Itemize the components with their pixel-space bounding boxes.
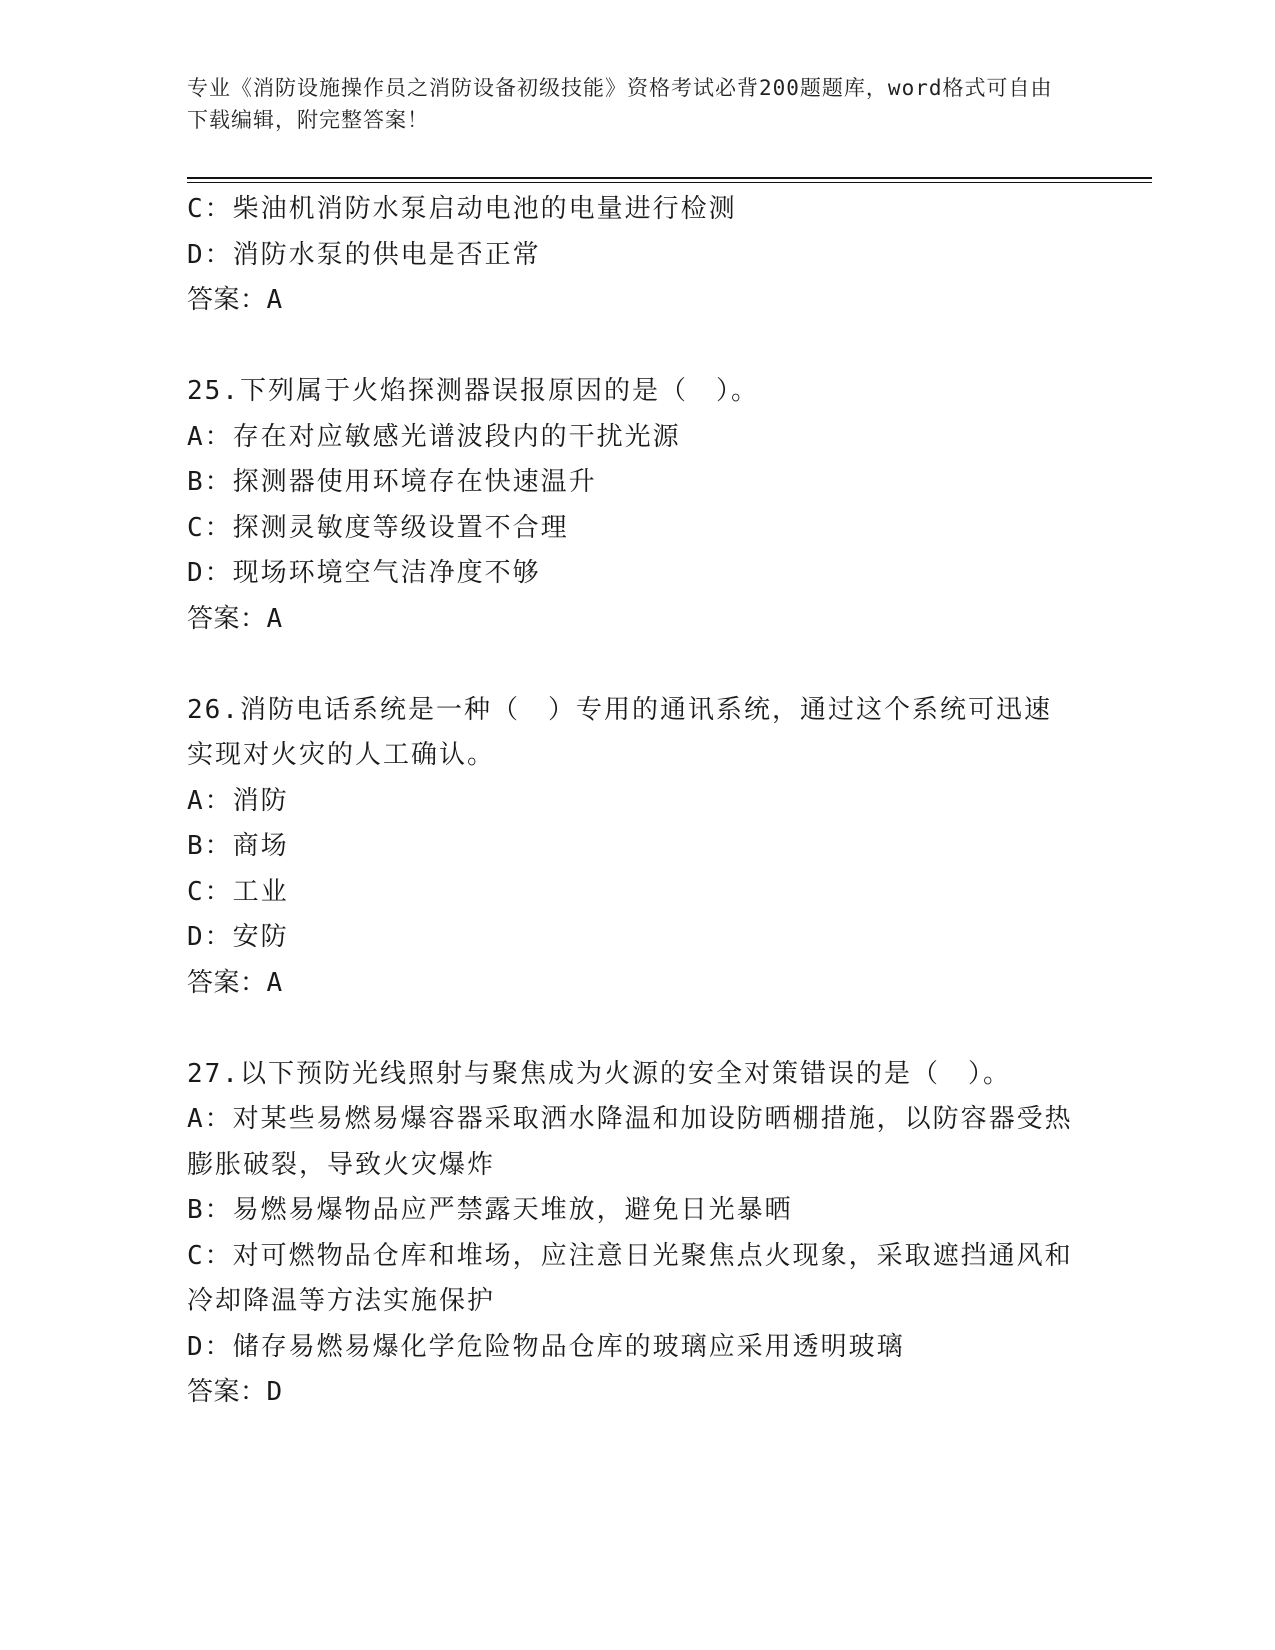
question-25-answer: 答案：A — [187, 603, 283, 634]
question-27-option-a: A：对某些易燃易爆容器采取洒水降温和加设防晒棚措施，以防容器受热膨胀破裂，导致火灾爆炸 — [187, 1104, 1073, 1180]
question-26-answer: 答案：A — [187, 967, 283, 998]
question-content — [187, 187, 1077, 1416]
question-27-option-b: B：易燃易爆物品应严禁露天堆放，避免日光暴晒 — [187, 1195, 793, 1225]
question-27-answer: 答案：D — [187, 1377, 283, 1407]
prev-question-option-d: D：消防水泵的供电是否正常 — [187, 239, 541, 270]
question-26-option-a: A：消防 — [187, 785, 289, 816]
question-27-option-c: C：对可燃物品仓库和堆场，应注意日光聚焦点火现象，采取遮挡通风和冷却降温等方法实施保护 — [187, 1240, 1073, 1316]
question-25-option-d: D：现场环境空气洁净度不够 — [187, 558, 541, 588]
prev-question-answer: 答案：A — [187, 285, 283, 315]
question-26-option-c: C：工业 — [187, 876, 289, 907]
question-26-option-d: D：安防 — [187, 922, 289, 952]
question-27-option-d: D：储存易燃易爆化学危险物品仓库的玻璃应采用透明玻璃 — [187, 1331, 905, 1362]
question-25-option-b: B：探测器使用环境存在快速温升 — [187, 467, 597, 497]
question-25-option-a: A：存在对应敏感光谱波段内的干扰光源 — [187, 421, 681, 452]
question-26-option-b: B：商场 — [187, 831, 289, 861]
document-header: 专业《消防设施操作员之消防设备初级技能》资格考试必背200题题库，word格式可自由下载编辑，附完整答案！ — [187, 76, 1053, 132]
spacer — [187, 324, 1077, 370]
question-26-stem: 26.消防电话系统是一种（ ）专用的通讯系统，通过这个系统可迅速实现对火灾的人工确认。 — [187, 694, 1052, 770]
spacer — [187, 1006, 1077, 1052]
question-25-option-c: C：探测灵敏度等级设置不合理 — [187, 512, 569, 543]
question-25-stem: 25.下列属于火焰探测器误报原因的是（ ）。 — [187, 376, 759, 406]
header-divider-thin — [187, 182, 1152, 183]
prev-question-option-c: C：柴油机消防水泵启动电池的电量进行检测 — [187, 194, 737, 224]
question-27-stem: 27.以下预防光线照射与聚焦成为火源的安全对策错误的是（ ）。 — [187, 1058, 1011, 1089]
spacer — [187, 642, 1077, 688]
header-divider-thick — [187, 177, 1152, 179]
